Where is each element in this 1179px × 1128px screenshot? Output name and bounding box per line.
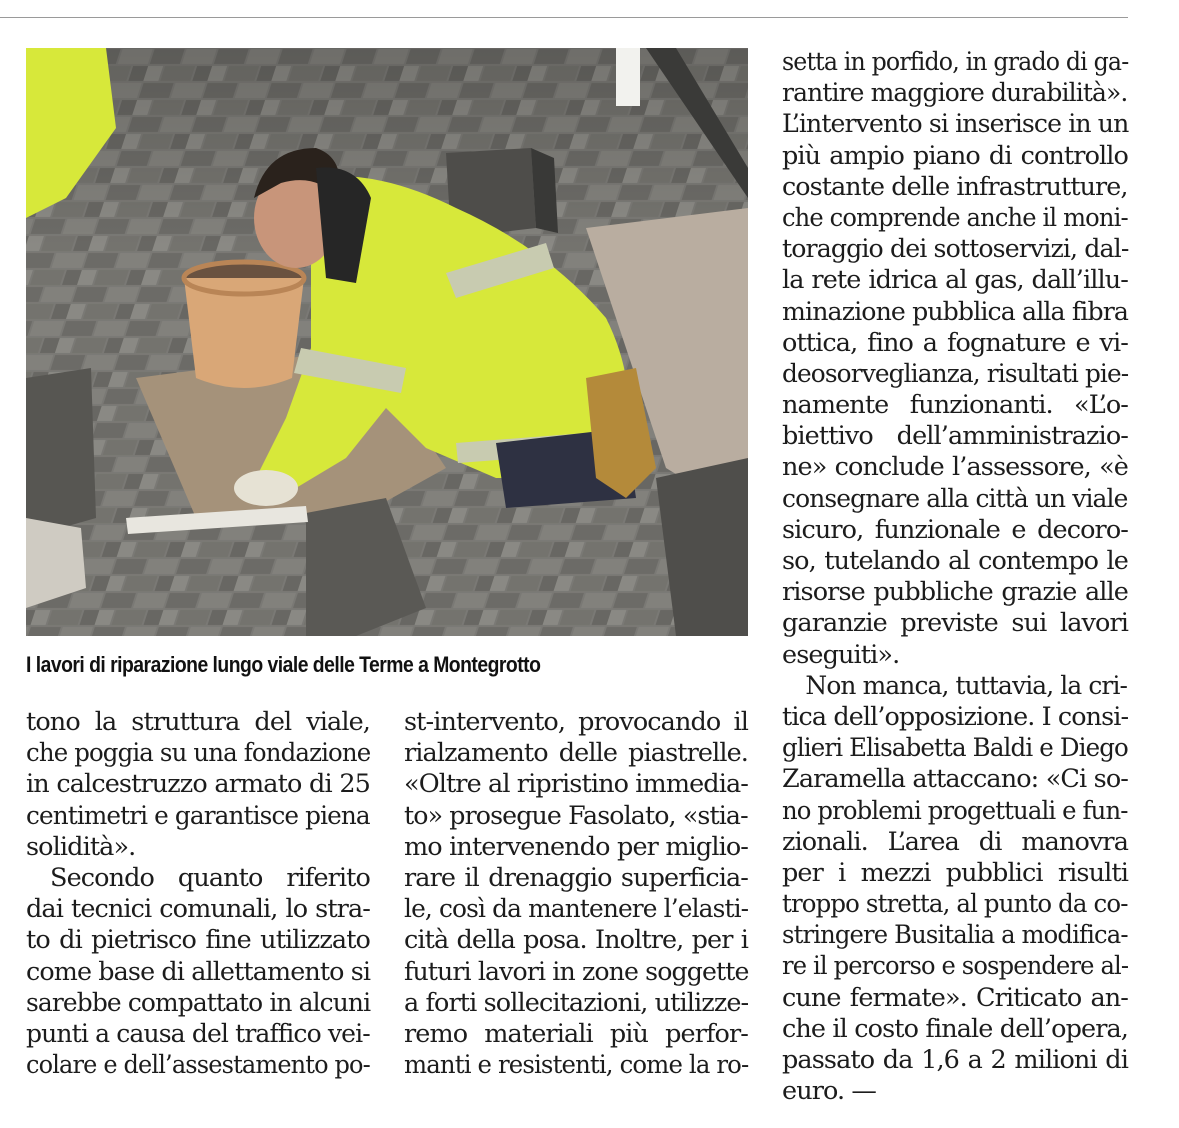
text-line: toraggio dei sottoservizi, dal- xyxy=(782,234,1129,265)
text-line: garanzie previste sui lavori xyxy=(782,608,1128,639)
text-line: colare e dell’assestamento po- xyxy=(26,1050,370,1081)
text-line: setta in porfido, in grado di ga- xyxy=(782,47,1129,77)
text-line: cità della posa. Inoltre, per i xyxy=(404,925,748,956)
text-line: ne» conclude l’assessore, «è xyxy=(782,452,1128,483)
text-line: in calcestruzzo armato di 25 xyxy=(26,769,370,800)
text-line: che il costo finale dell’opera, xyxy=(782,1013,1128,1044)
article-column-1 xyxy=(26,707,370,1081)
text-line: dai tecnici comunali, lo stra- xyxy=(26,894,370,925)
text-line: to di pietrisco fine utilizzato xyxy=(26,925,370,956)
text-line: «Oltre al ripristino immedia- xyxy=(404,769,748,800)
text-line: solidità». xyxy=(26,831,136,862)
text-line: stringere Busitalia a modifica- xyxy=(782,920,1128,951)
text-line: Zaramella attaccano: «Ci so- xyxy=(782,764,1128,795)
text-line: remo materiali più perfor- xyxy=(404,1018,748,1049)
worker-repairing-pavement-image xyxy=(26,48,748,636)
text-line: più ampio piano di controllo xyxy=(782,140,1128,171)
text-line: euro. — xyxy=(782,1076,877,1107)
text-line: risorse pubbliche grazie alle xyxy=(782,577,1128,608)
text-line: namente funzionanti. «L’o- xyxy=(782,390,1128,421)
text-line: come base di allettamento si xyxy=(26,956,371,987)
photo-caption: I lavori di riparazione lungo viale delle Terme a Montegrotto xyxy=(26,652,541,677)
article-column-3 xyxy=(782,47,1128,1107)
text-line: re il percorso e sospendere al- xyxy=(782,951,1129,982)
text-line: biettivo dell’amministrazio- xyxy=(782,421,1128,452)
text-line: rare il drenaggio superficia- xyxy=(404,862,748,893)
text-line: so, tutelando al contempo le xyxy=(782,546,1128,576)
text-line: sicuro, funzionale e decoro- xyxy=(782,514,1128,545)
text-line: la rete idrica al gas, dall’illu- xyxy=(782,265,1128,296)
text-line: tono la struttura del viale, xyxy=(26,707,370,737)
article-photo xyxy=(26,48,748,636)
text-line: glieri Elisabetta Baldi e Diego xyxy=(782,733,1128,764)
text-line: tica dell’opposizione. I consi- xyxy=(782,701,1129,732)
text-line: rialzamento delle piastrelle. xyxy=(404,738,748,769)
text-line: troppo stretta, al punto da co- xyxy=(782,889,1128,920)
text-line: manti e resistenti, come la ro- xyxy=(404,1050,749,1081)
article-column-2 xyxy=(404,707,748,1081)
text-line: passato da 1,6 a 2 milioni di xyxy=(782,1045,1128,1075)
text-line: futuri lavori in zone soggette xyxy=(404,956,749,987)
text-line: per i mezzi pubblici risulti xyxy=(782,857,1128,888)
text-line: deosorveglianza, risultati pie- xyxy=(782,358,1129,389)
text-line: che poggia su una fondazione xyxy=(26,738,371,769)
text-line: a forti sollecitazioni, utilizze- xyxy=(404,987,749,1018)
text-line: zionali. L’area di manovra xyxy=(782,826,1128,857)
top-rule xyxy=(0,17,1128,18)
text-line: le, così da mantenere l’elasti- xyxy=(404,894,749,925)
text-line: st-intervento, provocando il xyxy=(404,707,748,737)
text-line: mo intervenendo per miglio- xyxy=(404,831,748,862)
text-line: cune fermate». Criticato an- xyxy=(782,982,1128,1013)
text-line: eseguiti». xyxy=(782,639,900,670)
text-line: consegnare alla città un viale xyxy=(782,483,1128,514)
text-line: Non manca, tuttavia, la cri- xyxy=(805,670,1128,701)
text-line: che comprende anche il moni- xyxy=(782,202,1128,233)
text-line: to» prosegue Fasolato, «stia- xyxy=(404,800,748,831)
text-line: minazione pubblica alla fibra xyxy=(782,296,1129,327)
text-line: rantire maggiore durabilità». xyxy=(782,78,1128,109)
text-line: punti a causa del traffico vei- xyxy=(26,1018,370,1049)
text-line: costante delle infrastrutture, xyxy=(782,171,1128,202)
text-line: ottica, fino a fognature e vi- xyxy=(782,327,1128,358)
text-line: Secondo quanto riferito xyxy=(50,862,370,893)
text-line: L’intervento si inserisce in un xyxy=(782,109,1129,140)
text-line: no problemi progettuali e fun- xyxy=(782,795,1128,826)
text-line: sarebbe compattato in alcuni xyxy=(26,987,371,1018)
text-line: centimetri e garantisce piena xyxy=(26,800,370,831)
